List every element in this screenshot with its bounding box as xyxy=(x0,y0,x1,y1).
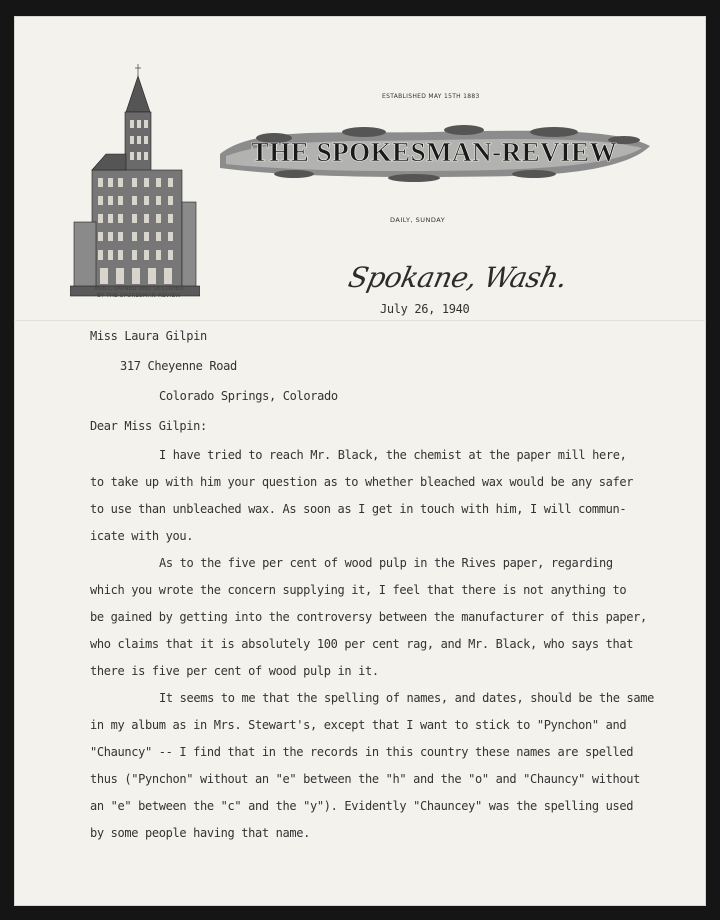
body-line: be gained by getting into the controversy between the manufacturer of this paper, xyxy=(90,610,647,624)
building-caption xyxy=(76,286,202,300)
body-line: to take up with him your question as to whether bleached wax would be any safer xyxy=(90,475,634,489)
masthead-logo xyxy=(214,116,654,188)
building-illustration xyxy=(70,42,200,312)
letter-page xyxy=(14,16,706,906)
body-line: It seems to me that the spelling of names, and dates, should be the same xyxy=(159,691,654,705)
body-line: there is five per cent of wood pulp in it. xyxy=(90,664,379,678)
established-text: ESTABLISHED MAY 15TH 1883 xyxy=(382,93,480,100)
recipient-name: Miss Laura Gilpin xyxy=(90,329,207,343)
building-caption-line2: BY THE SPOKESMAN-REVIEW xyxy=(97,293,181,299)
body-line: As to the five per cent of wood pulp in the Rives paper, regarding xyxy=(159,556,613,570)
body-line: thus ("Pynchon" without an "e" between the "h" and the "o" and "Chauncy" without xyxy=(90,772,640,786)
body-line: to use than unbleached wax. As soon as I get in touch with him, I will commun- xyxy=(90,502,627,516)
body-line: "Chauncy" -- I find that in the records in this country these names are spelled xyxy=(90,745,634,759)
salutation: Dear Miss Gilpin: xyxy=(90,419,207,433)
body-line: which you wrote the concern supplying it, I feel that there is not anything to xyxy=(90,583,627,597)
recipient-city: Colorado Springs, Colorado xyxy=(159,389,338,403)
recipient-street: 317 Cheyenne Road xyxy=(120,359,237,373)
body-line: by some people having that name. xyxy=(90,826,310,840)
newspaper-name: THE SPOKESMAN-REVIEW xyxy=(250,137,618,167)
body-line: I have tried to reach Mr. Black, the chemist at the paper mill here, xyxy=(159,448,627,462)
fold-line xyxy=(14,320,706,321)
letter-date: July 26, 1940 xyxy=(380,302,470,316)
body-line: who claims that it is absolutely 100 per cent rag, and Mr. Black, who says that xyxy=(90,637,634,651)
edition-text: DAILY, SUNDAY xyxy=(390,216,446,224)
body-line: in my album as in Mrs. Stewart's, except that I want to stick to "Pynchon" and xyxy=(90,718,627,732)
building-caption-line1: BUILT, OWNED AND OCCUPIED xyxy=(94,286,184,292)
body-line: an "e" between the "c" and the "y"). Evidently "Chauncey" was the spelling used xyxy=(90,799,634,813)
body-line: icate with you. xyxy=(90,529,194,543)
city-script: Spokane, Wash. xyxy=(345,261,570,294)
